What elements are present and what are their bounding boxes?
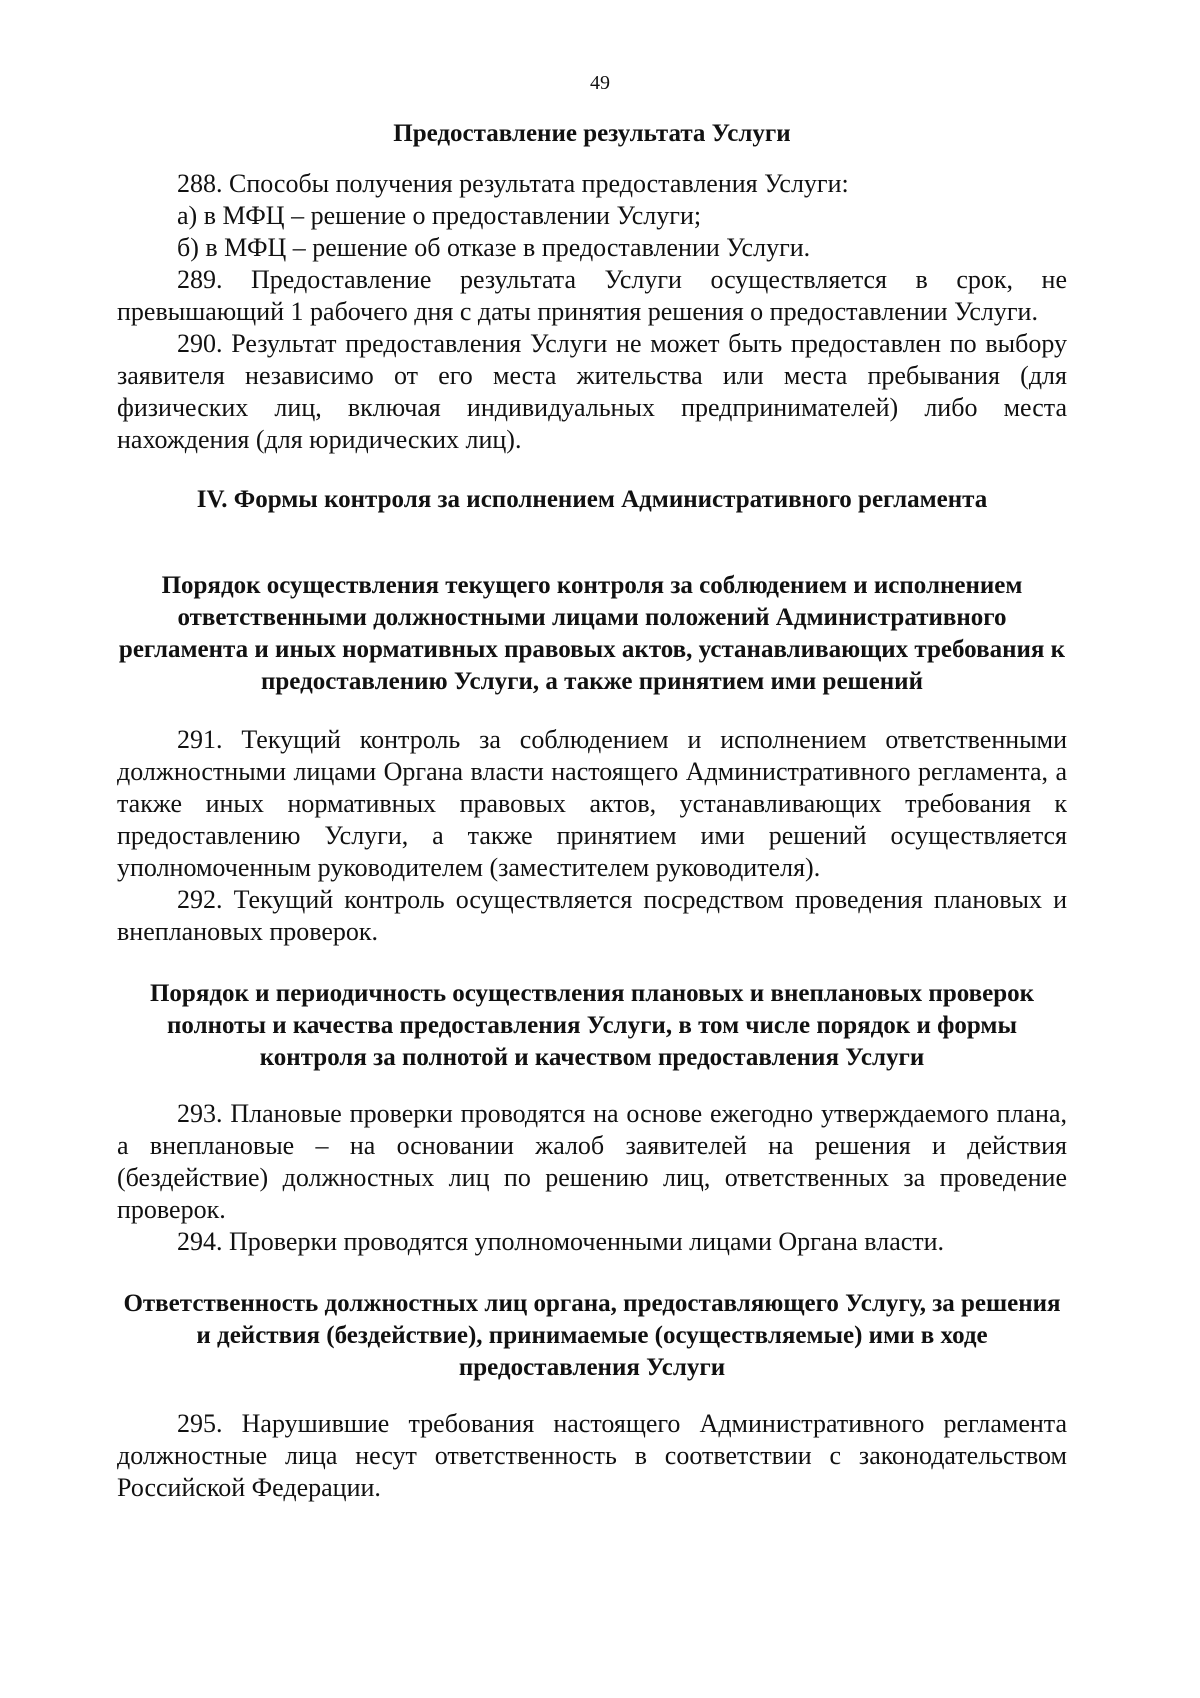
paragraph-295: 295. Нарушившие требования настоящего Административного регламента должностные лица несут ответственность в соответствии с законодательством Российской Федерации.	[117, 1409, 1067, 1502]
chapter-4-title: IV. Формы контроля за исполнением Административного регламента	[196, 486, 988, 513]
paragraph-292: 292. Текущий контроль осуществляется посредством проведения плановых и внеплановых проверок.	[117, 885, 1067, 946]
section-title-inspections: Порядок и периодичность осуществления плановых и внеплановых проверок полноты и качества предоставления Услуги, в том числе порядок и формы контроля за полнотой и качеством предоставления Услуги	[149, 980, 1035, 1071]
paragraph-293: 293. Плановые проверки проводятся на основе ежегодно утверждаемого плана, а внеплановые – на основании жалоб заявителей на решения и действия (бездействие) должностных лиц по решению лиц, ответственных за проведение проверок.	[117, 1099, 1067, 1224]
paragraph-291: 291. Текущий контроль за соблюдением и исполнением ответственными должностными лицами Органа власти настоящего Административного регламента, а также иных нормативных правовых актов, устанавливающих требования к предоставлению Услуги, а также принятием ими решений осуществляется уполномоченным руководителем (заместителем руководителя).	[117, 725, 1067, 882]
paragraph-288-b: б) в МФЦ – решение об отказе в предоставлении Услуги.	[177, 233, 811, 262]
section-title-current-control: Порядок осуществления текущего контроля за соблюдением и исполнением ответственными должностными лицами положений Административного регламента и иных нормативных правовых актов, устанавливающих требования к предоставлению Услуги, а также принятием ими решений	[118, 572, 1066, 695]
paragraph-294: 294. Проверки проводятся уполномоченными лицами Органа власти.	[177, 1227, 945, 1256]
document-body	[117, 118, 1067, 1504]
paragraph-290: 290. Результат предоставления Услуги не может быть предоставлен по выбору заявителя независимо от его места жительства или места пребывания (для физических лиц, включая индивидуальных предпринимателей) либо места нахождения (для юридических лиц).	[117, 329, 1067, 454]
paragraph-288-head: 288. Способы получения результата предоставления Услуги:	[177, 169, 849, 198]
section-title-result: Предоставление результата Услуги	[393, 120, 791, 147]
section-title-responsibility: Ответственность должностных лиц органа, предоставляющего Услугу, за решения и действия (бездействие), принимаемые (осуществляемые) ими в ходе предоставления Услуги	[123, 1290, 1061, 1381]
paragraph-289: 289. Предоставление результата Услуги осуществляется в срок, не превышающий 1 рабочего дня с даты принятия решения о предоставлении Услуги.	[117, 265, 1067, 326]
paragraph-288-a: а) в МФЦ – решение о предоставлении Услуги;	[177, 201, 702, 230]
page-number: 49	[590, 72, 610, 94]
